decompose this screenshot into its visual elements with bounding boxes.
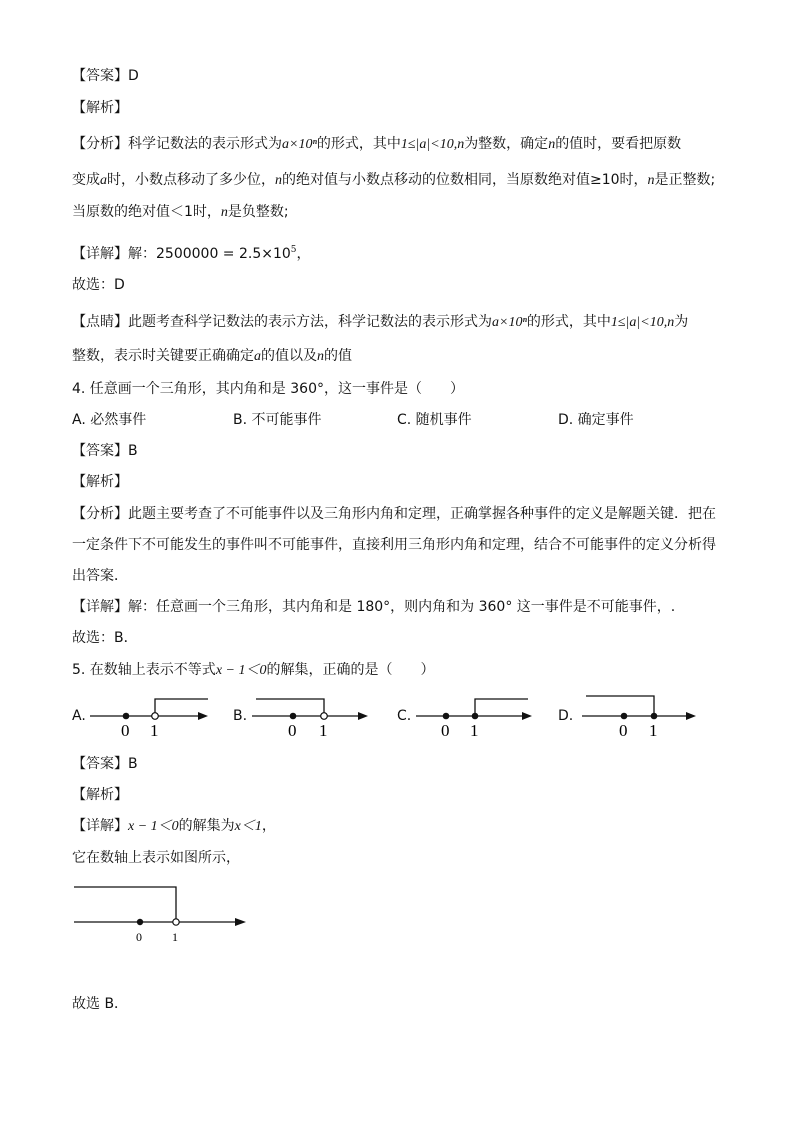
q5-analysis-tag: 【解析】 — [72, 787, 128, 803]
tick-label-1: 1 — [150, 721, 159, 740]
q4-option-c[interactable]: C. 随机事件 — [397, 412, 472, 428]
q5-option-b-label[interactable]: B. — [233, 708, 248, 724]
q4-xiangjie-line: 【详解】解：任意画一个三角形，其内角和是 180°，则内角和为 360° 这一事件是不可能事件，. — [72, 599, 676, 615]
tick-label-1: 1 — [172, 930, 178, 944]
q5-answer-line: 【答案】B — [72, 756, 138, 772]
q5-option-d-numberline[interactable] — [582, 690, 707, 740]
tick-label-0: 0 — [619, 721, 628, 740]
q5-guxuan: 故选 B． — [72, 996, 129, 1012]
q3-fenxi-line-1: 【分析】科学记数法的表示形式为a×10ⁿ的形式，其中1≤|a|<10,n为整数，确定n的值时，要看把原数 — [72, 136, 682, 152]
tick-label-1: 1 — [649, 721, 658, 740]
q5-figure-intro: 它在数轴上表示如图所示， — [72, 850, 240, 866]
q3-dianjing-line-1: 【点睛】此题考查科学记数法的表示方法，科学记数法的表示形式为a×10ⁿ的形式，其中1≤|a|<10,n为 — [72, 314, 689, 330]
q3-xiangjie-line: 【详解】解：$2500000 = 2.5\times 10^5$， — [72, 245, 311, 262]
q3-analysis-tag: 【解析】 — [72, 100, 128, 116]
q5-option-b-numberline[interactable] — [252, 690, 377, 740]
q3-answer-line — [72, 66, 139, 86]
sci-notation: a×10ⁿ — [282, 137, 317, 152]
q5-option-a-numberline[interactable] — [90, 690, 215, 740]
q4-answer-line: 【答案】B — [72, 443, 138, 459]
tick-label-0: 0 — [288, 721, 297, 740]
q4-option-a[interactable]: A. 必然事件 — [72, 412, 147, 428]
q3-dianjing-line-2: 整数，表示时关键要正确确定a的值以及n的值 — [72, 348, 352, 364]
q5-option-a-label[interactable]: A. — [72, 708, 86, 724]
q5-xiangjie-line: 【详解】x − 1＜0的解集为x＜1， — [72, 818, 276, 834]
q4-guxuan: 故选：B． — [72, 630, 138, 646]
q5-option-d-label[interactable]: D. — [558, 708, 574, 724]
q5-option-c-label[interactable]: C. — [397, 708, 412, 724]
q4-option-b[interactable]: B. 不可能事件 — [233, 412, 322, 428]
q4-fenxi-line-3: 出答案． — [72, 568, 128, 584]
answer-tag: 【答案】 — [72, 68, 128, 84]
tick-label-0: 0 — [136, 930, 142, 944]
q5-stem: 5. 在数轴上表示不等式x − 1＜0的解集，正确的是（ ） — [72, 662, 435, 678]
q4-fenxi-line-2: 一定条件下不可能发生的事件叫不可能事件，直接利用三角形内角和定理，结合不可能事件的定义分析得 — [72, 537, 716, 553]
q4-fenxi-line-1: 【分析】此题主要考查了不可能事件以及三角形内角和定理，正确掌握各种事件的定义是解题关键．把在 — [72, 506, 716, 522]
q3-fenxi-line-3: 当原数的绝对值＜1时，n是负整数; — [72, 204, 289, 220]
tick-label-1: 1 — [319, 721, 328, 740]
answer-value: D — [128, 68, 139, 84]
q4-stem: 4. 任意画一个三角形，其内角和是 360°，这一事件是（ ） — [72, 381, 464, 397]
q3-guxuan: 故选：D — [72, 277, 125, 293]
tick-label-0: 0 — [121, 721, 130, 740]
q4-analysis-tag: 【解析】 — [72, 474, 128, 490]
q3-fenxi-line-2: 变成a时，小数点移动了多少位，n的绝对值与小数点移动的位数相同，当原数绝对值≥10时，n是正整数; — [72, 172, 716, 188]
q4-option-d[interactable]: D. 确定事件 — [558, 412, 634, 428]
tick-label-1: 1 — [470, 721, 479, 740]
q5-solution-numberline — [74, 880, 254, 948]
tick-label-0: 0 — [441, 721, 450, 740]
q5-option-c-numberline[interactable] — [416, 690, 541, 740]
